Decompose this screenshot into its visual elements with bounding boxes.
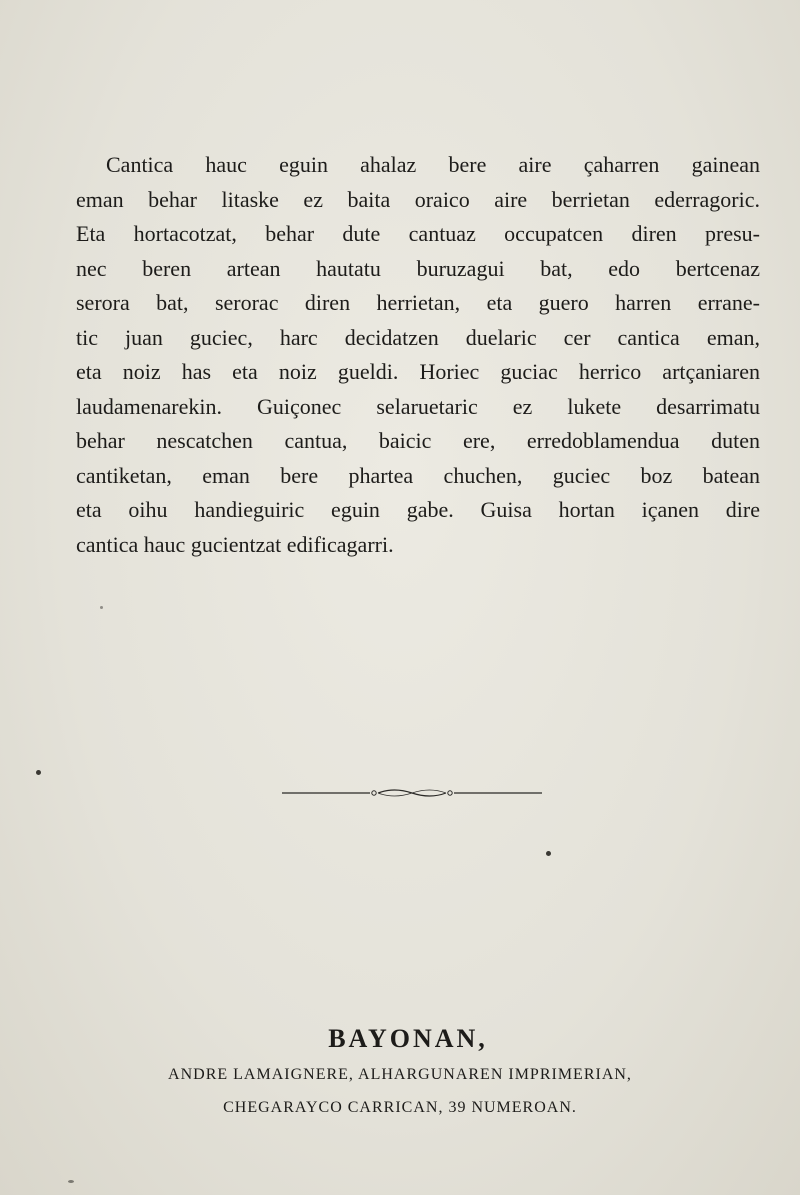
- paragraph-line-3: Eta hortacotzat, behar dute cantuaz occupatcen diren presu-: [76, 221, 760, 246]
- ink-speck: [36, 770, 41, 775]
- paragraph-line-9: behar nescatchen cantua, baicic ere, erredoblamendua duten: [76, 428, 760, 453]
- paragraph-line-6: tic juan guciec, harc decidatzen duelaric cer cantica eman,: [76, 324, 760, 350]
- paragraph-line-8: laudamenarekin. Guiçonec selaruetaric ez lukete desarrimatu: [76, 393, 760, 419]
- body-paragraph: [76, 148, 760, 562]
- paragraph-line-12: cantica hauc gucientzat edificagarri.: [76, 531, 394, 557]
- ornamental-rule: [282, 786, 542, 800]
- paragraph-line-1: Cantica hauc eguin ahalaz bere aire çaharren gainean: [106, 152, 760, 177]
- imprint-city: BAYONAN,: [328, 1024, 488, 1053]
- ink-speck: [546, 851, 551, 856]
- paragraph-line-5: serora bat, serorac diren herrietan, eta guero harren errane-: [76, 290, 760, 315]
- ink-speck: [68, 1180, 74, 1183]
- paragraph-line-2: eman behar litaske ez baita oraico aire berrietan ederragoric.: [76, 186, 760, 212]
- paragraph-line-10: cantiketan, eman bere phartea chuchen, guciec boz batean: [76, 462, 760, 488]
- ink-speck: [100, 606, 103, 609]
- imprint-printer: ANDRE LAMAIGNERE, ALHARGUNAREN IMPRIMERIAN,: [168, 1066, 632, 1083]
- paragraph-line-11: eta oihu handieguiric eguin gabe. Guisa hortan içanen dire: [76, 497, 760, 522]
- paragraph-line-7: eta noiz has eta noiz gueldi. Horiec guciac herrico artçaniaren: [76, 359, 760, 384]
- paragraph-line-4: nec beren artean hautatu buruzagui bat, edo bertcenaz: [76, 255, 760, 281]
- imprint-address: CHEGARAYCO CARRICAN, 39 NUMEROAN.: [223, 1099, 577, 1116]
